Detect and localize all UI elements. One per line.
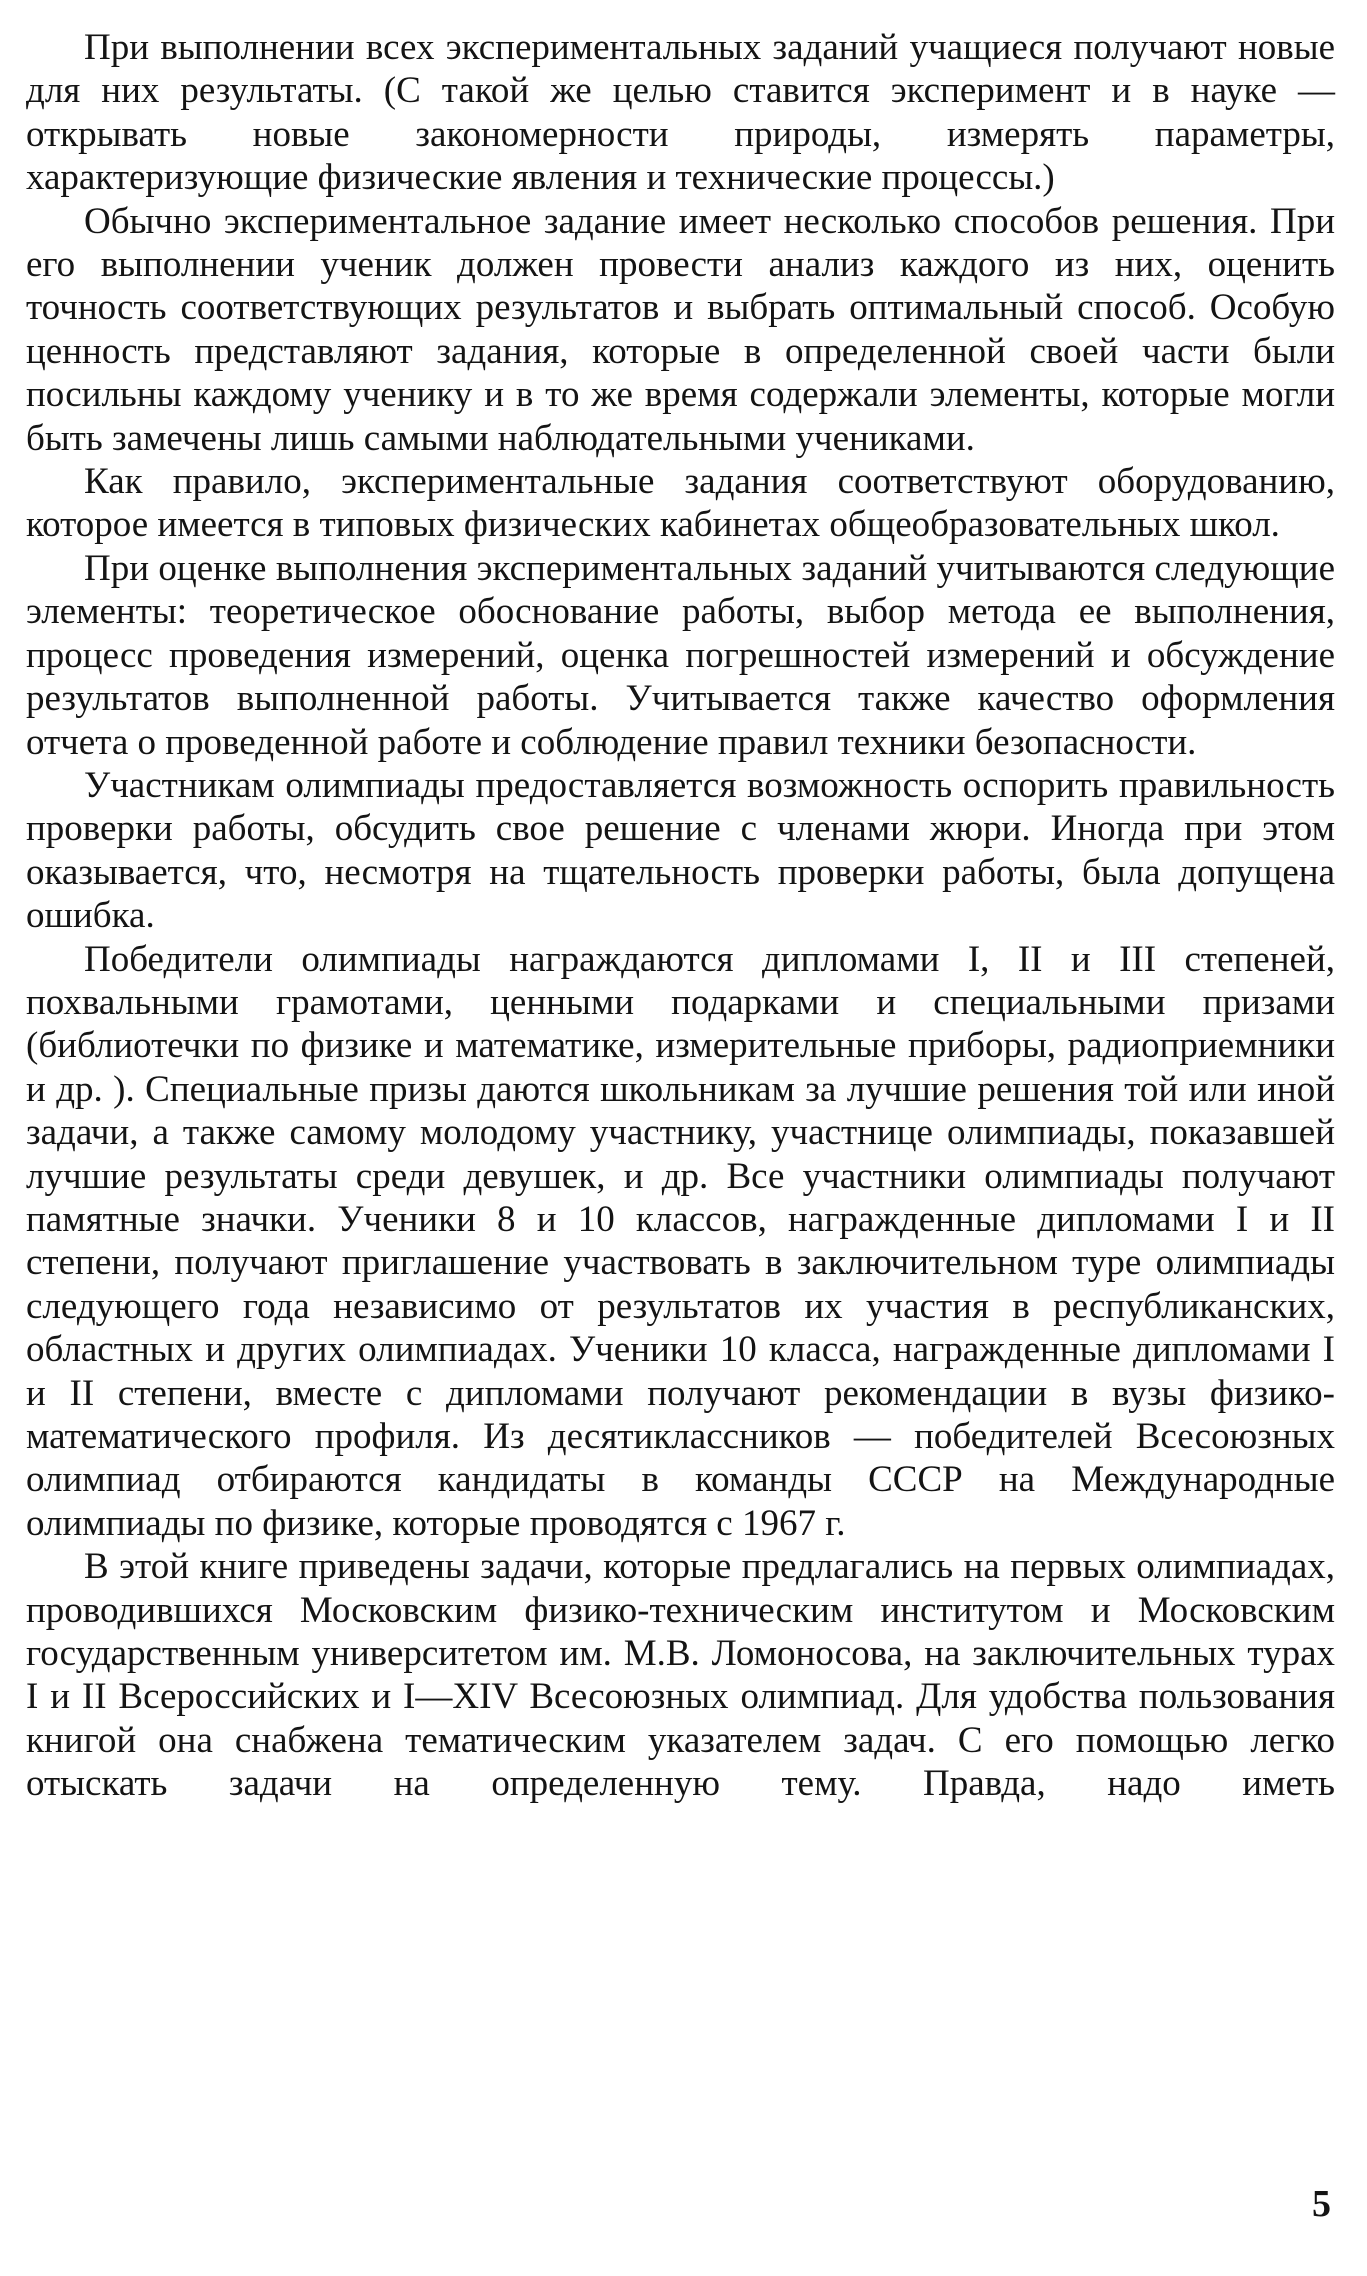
- paragraph-evaluation-criteria: При оценке выполнения экспериментальных заданий учитываются следующие элементы: теоретическое обоснование работы, выбор метода ее выполнения, процесс проведения измерений, оценка погрешностей измерений и обсуждение результатов выполненной работы. Учитывается также качество оформления отчета о проведенной работе и соблюдение правил техники безопасности.: [26, 547, 1335, 763]
- paragraph-awards: Победители олимпиады награждаются дипломами I, II и III степеней, похвальными грамотами, ценными подарками и специальными призами (библиотечки по физике и математике, измерительные приборы, радиоприемники и др. ). Специальные призы даются школьникам за лучшие решения той или иной задачи, а также самому молодому участнику, участнице олимпиады, показавшей лучшие результаты среди девушек, и др. Все участники олимпиады получают памятные значки. Ученики 8 и 10 классов, награжденные дипломами I и II степени, получают приглашение участвовать в заключительном туре олимпиады следующего года независимо от результатов их участия в республиканских, областных и других олимпиадах. Ученики 10 класса, награжденные дипломами I и II степени, вместе с дипломами получают рекомендации в вузы физико-математического профиля. Из десятиклассников — победителей Всесоюзных олимпиад отбираются кандидаты в команды СССР на Международные олимпиады по физике, которые проводятся с 1967 г.: [26, 938, 1335, 1544]
- paragraph-solution-methods: Обычно экспериментальное задание имеет несколько способов решения. При его выполнении ученик должен провести анализ каждого из них, оценить точность соответствующих результатов и выбрать оптимальный способ. Особую ценность представляют задания, которые в определенной своей части были посильны каждому ученику и в то же время содержали элементы, которые могли быть замечены лишь самыми наблюдательными учениками.: [26, 200, 1335, 459]
- page-body: [26, 26, 1335, 1806]
- paragraph-equipment: Как правило, экспериментальные задания соответствуют оборудованию, которое имеется в типовых физических кабинетах общеобразовательных школ.: [26, 461, 1335, 546]
- paragraph-book-contents: В этой книге приведены задачи, которые предлагались на первых олимпиадах, проводившихся Московским физико-техническим институтом и Московским государственным университетом им. М.В. Ломоносова, на заключительных турах I и II Всероссийских и I—XIV Всесоюзных олимпиад. Для удобства пользования книгой она снабжена тематическим указателем задач. С его помощью легко отыскать задачи на определенную тему. Правда, надо иметь: [26, 1546, 1335, 1805]
- paragraph-experimental-results: При выполнении всех экспериментальных заданий учащиеся получают новые для них результаты. (С такой же целью ставится эксперимент и в науке — открывать новые закономерности природы, измерять параметры, характеризующие физические явления и технические процессы.): [26, 27, 1335, 199]
- paragraph-appeal: Участникам олимпиады предоставляется возможность оспорить правильность проверки работы, обсудить свое решение с членами жюри. Иногда при этом оказывается, что, несмотря на тщательность проверки работы, была допущена ошибка.: [26, 764, 1335, 937]
- page-number: 5: [1312, 2183, 1331, 2225]
